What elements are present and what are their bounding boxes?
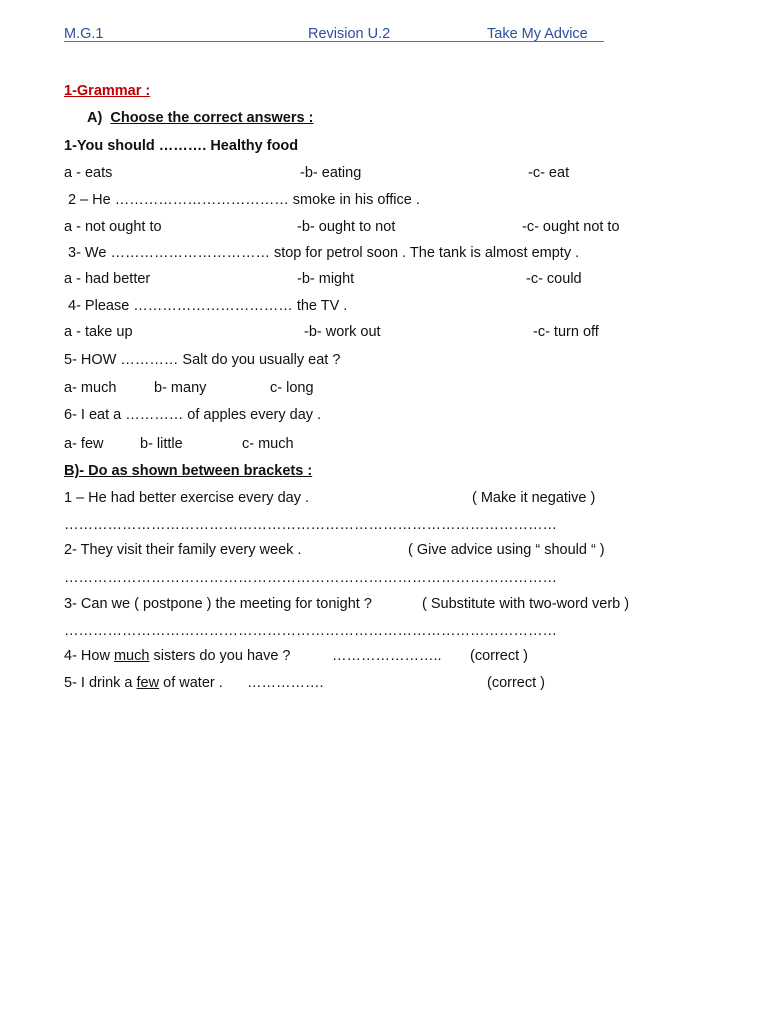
question-3-stem: 3- We …………………………… stop for petrol soon . The tank is almost empty . bbox=[68, 245, 580, 261]
question-6-option-b: b- little bbox=[140, 436, 183, 452]
header-underline bbox=[64, 41, 604, 42]
part-b-item-4-blank: ………………….. bbox=[332, 648, 442, 664]
header-unit-title: Take My Advice bbox=[487, 26, 588, 42]
question-6-option-c: c- much bbox=[242, 436, 294, 452]
part-b-item-4-pre: 4- How bbox=[64, 648, 114, 664]
part-b-item-4-text bbox=[64, 647, 291, 665]
question-3-option-c: -c- could bbox=[526, 271, 582, 287]
part-a-letter: A) bbox=[87, 110, 103, 126]
question-3-option-b: -b- might bbox=[297, 271, 355, 287]
answer-line-2: ………………………………………………………………………………………… bbox=[64, 570, 557, 586]
question-5-option-b: b- many bbox=[154, 380, 207, 396]
part-b-item-3-instruction: ( Substitute with two-word verb ) bbox=[422, 596, 630, 612]
part-b-item-1-instruction: ( Make it negative ) bbox=[472, 490, 596, 506]
part-a-title: Choose the correct answers : bbox=[110, 110, 314, 126]
part-b-title: B)- Do as shown between brackets : bbox=[64, 463, 313, 479]
part-a-heading bbox=[87, 109, 313, 127]
question-1-stem: 1-You should ………. Healthy food bbox=[64, 138, 299, 154]
question-5-option-a: a- much bbox=[64, 380, 117, 396]
part-b-item-5-post: of water . bbox=[159, 675, 223, 691]
question-4-option-c: -c- turn off bbox=[533, 324, 599, 340]
part-b-item-2-text: 2- They visit their family every week . bbox=[64, 542, 302, 558]
part-b-item-5-text bbox=[64, 674, 223, 692]
question-5-option-c: c- long bbox=[270, 380, 314, 396]
part-b-item-5-instruction: (correct ) bbox=[487, 675, 545, 691]
question-4-option-a: a - take up bbox=[64, 324, 133, 340]
part-b-item-5-underlined: few bbox=[136, 675, 160, 691]
answer-line-3: ………………………………………………………………………………………… bbox=[64, 623, 557, 639]
part-b-item-5-pre: 5- I drink a bbox=[64, 675, 137, 691]
part-b-item-5-blank: ……………. bbox=[247, 675, 324, 691]
question-3-option-a: a - had better bbox=[64, 271, 151, 287]
question-6-option-a: a- few bbox=[64, 436, 104, 452]
question-2-option-c: -c- ought not to bbox=[522, 219, 620, 235]
question-2-option-b: -b- ought to not bbox=[297, 219, 396, 235]
question-2-option-a: a - not ought to bbox=[64, 219, 162, 235]
header-revision: Revision U.2 bbox=[308, 26, 391, 42]
question-1-option-a: a - eats bbox=[64, 165, 113, 181]
part-b-item-4-post: sisters do you have ? bbox=[149, 648, 291, 664]
header-class: M.G.1 bbox=[64, 26, 104, 42]
question-4-option-b: -b- work out bbox=[304, 324, 381, 340]
part-b-item-2-instruction: ( Give advice using “ should “ ) bbox=[408, 542, 605, 558]
answer-line-1: ………………………………………………………………………………………… bbox=[64, 517, 557, 533]
question-5-stem: 5- HOW ………… Salt do you usually eat ? bbox=[64, 352, 341, 368]
section-title-grammar: 1-Grammar : bbox=[64, 83, 151, 99]
part-b-item-4-instruction: (correct ) bbox=[470, 648, 528, 664]
part-b-item-4-underlined: much bbox=[113, 648, 150, 664]
part-b-item-3-text: 3- Can we ( postpone ) the meeting for tonight ? bbox=[64, 596, 372, 612]
part-b-item-1-text: 1 – He had better exercise every day . bbox=[64, 490, 310, 506]
question-2-stem: 2 – He ……………………………… smoke in his office . bbox=[68, 192, 420, 208]
question-4-stem: 4- Please …………………………… the TV . bbox=[68, 298, 348, 314]
question-1-option-c: -c- eat bbox=[528, 165, 570, 181]
question-1-option-b: -b- eating bbox=[300, 165, 362, 181]
question-6-stem: 6- I eat a ………… of apples every day . bbox=[64, 407, 322, 423]
